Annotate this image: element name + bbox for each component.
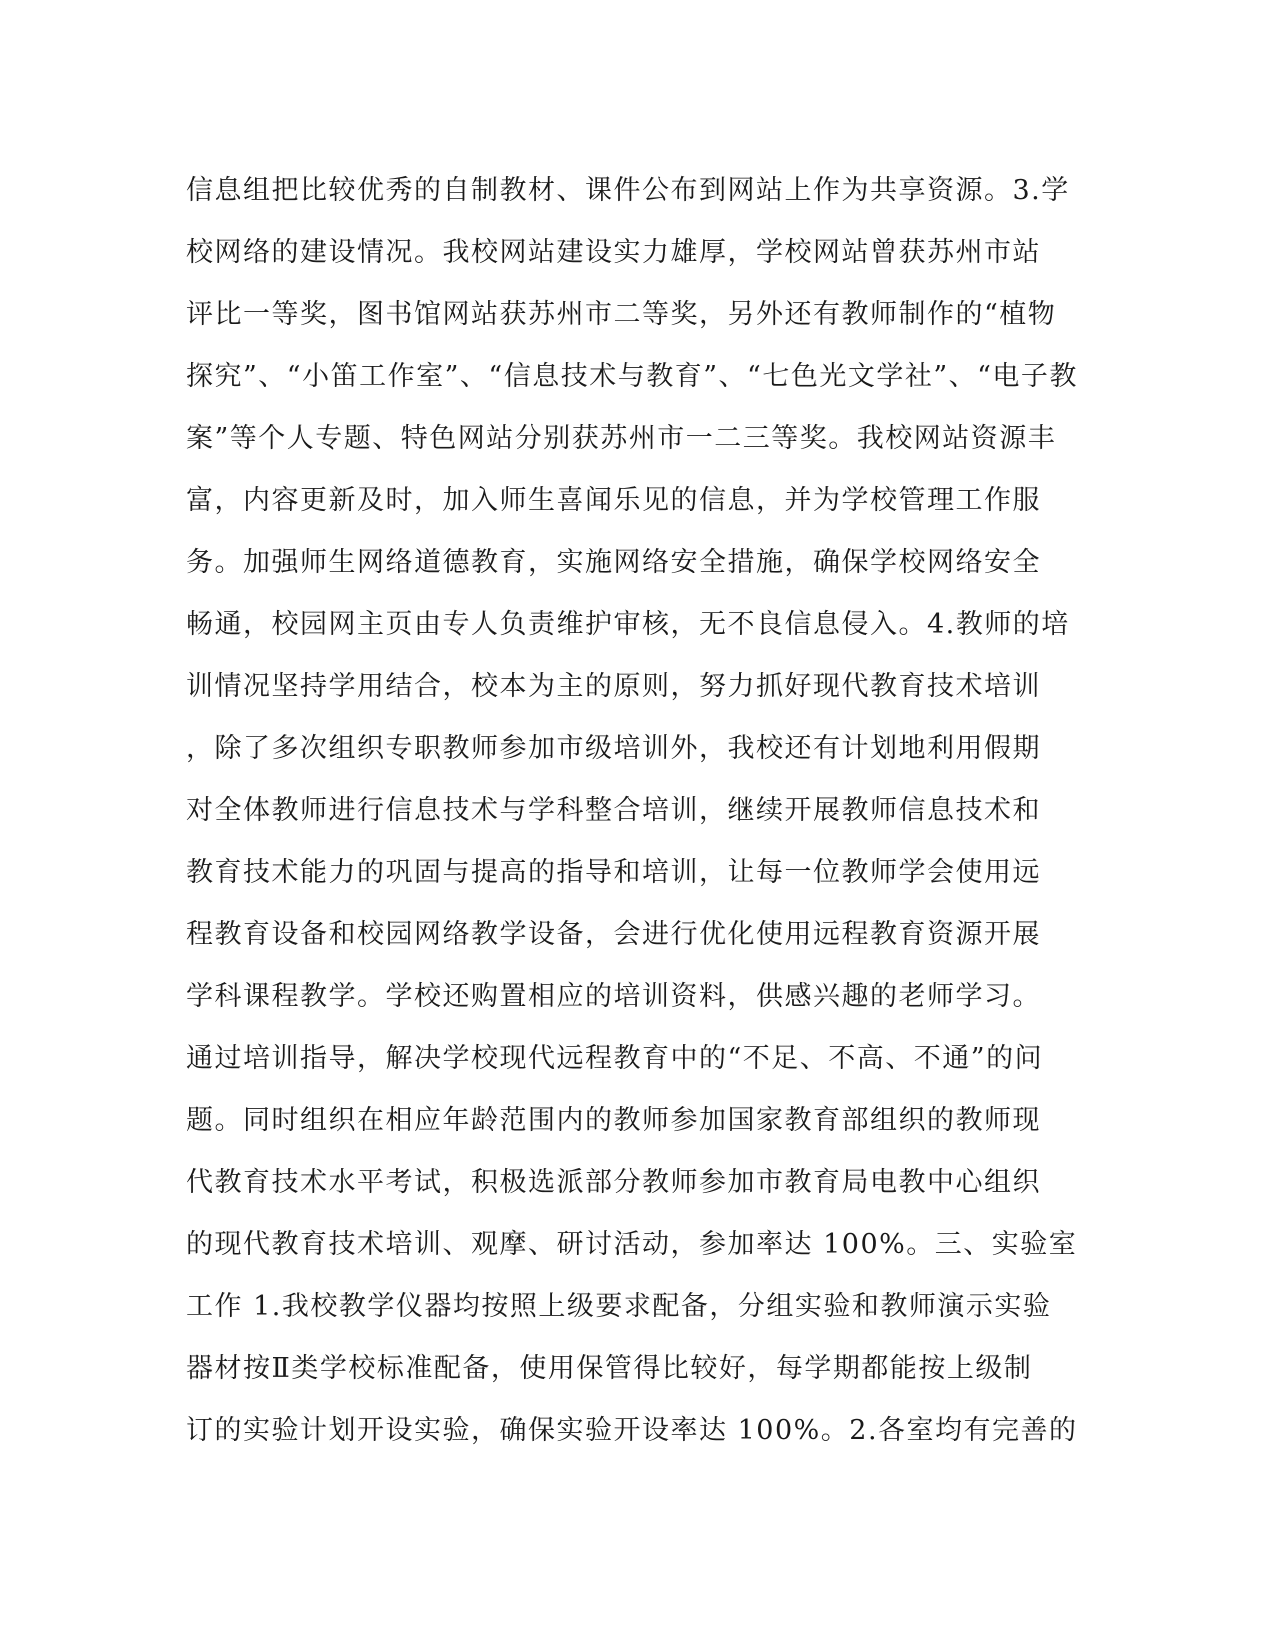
text-line: 对全体教师进行信息技术与学科整合培训，继续开展教师信息技术和 — [186, 795, 1041, 826]
text-line: 通过培训指导，解决学校现代远程教育中的“不足、不高、不通”的问 — [186, 1043, 1044, 1074]
text-line: 务。加强师生网络道德教育，实施网络安全措施，确保学校网络安全 — [186, 547, 1041, 578]
text-line: 校网络的建设情况。我校网站建设实力雄厚，学校网站曾获苏州市站 — [186, 237, 1041, 268]
body-text — [186, 160, 1078, 1462]
text-line: 题。同时组织在相应年龄范围内的教师参加国家教育部组织的教师现 — [186, 1105, 1041, 1136]
text-line: 富，内容更新及时，加入师生喜闻乐见的信息，并为学校管理工作服 — [186, 485, 1041, 516]
text-line: 器材按Ⅱ类学校标准配备，使用保管得比较好，每学期都能按上级制 — [186, 1353, 1033, 1384]
text-line: 程教育设备和校园网络教学设备，会进行优化使用远程教育资源开展 — [186, 919, 1041, 950]
text-line: 工作 1.我校教学仪器均按照上级要求配备，分组实验和教师演示实验 — [186, 1291, 1052, 1322]
text-line: 信息组把比较优秀的自制教材、课件公布到网站上作为共享资源。3.学 — [186, 175, 1070, 206]
text-line: 代教育技术水平考试，积极选派部分教师参加市教育局电教中心组织 — [186, 1167, 1041, 1198]
text-line: 的现代教育技术培训、观摩、研讨活动，参加率达 100%。三、实验室 — [186, 1229, 1078, 1260]
text-line: 订的实验计划开设实验，确保实验开设率达 100%。2.各室均有完善的 — [186, 1415, 1078, 1446]
text-line: 训情况坚持学用结合，校本为主的原则，努力抓好现代教育技术培训 — [186, 671, 1041, 702]
text-line: 教育技术能力的巩固与提高的指导和培训，让每一位教师学会使用远 — [186, 857, 1041, 888]
text-line: ，除了多次组织专职教师参加市级培训外，我校还有计划地利用假期 — [186, 733, 1041, 764]
text-line: 探究”、“小笛工作室”、“信息技术与教育”、“七色光文学社”、“电子教 — [186, 361, 1078, 392]
text-line: 学科课程教学。学校还购置相应的培训资料，供感兴趣的老师学习。 — [186, 981, 1041, 1012]
text-line: 案”等个人专题、特色网站分别获苏州市一二三等奖。我校网站资源丰 — [186, 423, 1057, 454]
text-line: 评比一等奖，图书馆网站获苏州市二等奖，另外还有教师制作的“植物 — [186, 299, 1057, 330]
text-line: 畅通，校园网主页由专人负责维护审核，无不良信息侵入。4.教师的培 — [186, 609, 1070, 640]
